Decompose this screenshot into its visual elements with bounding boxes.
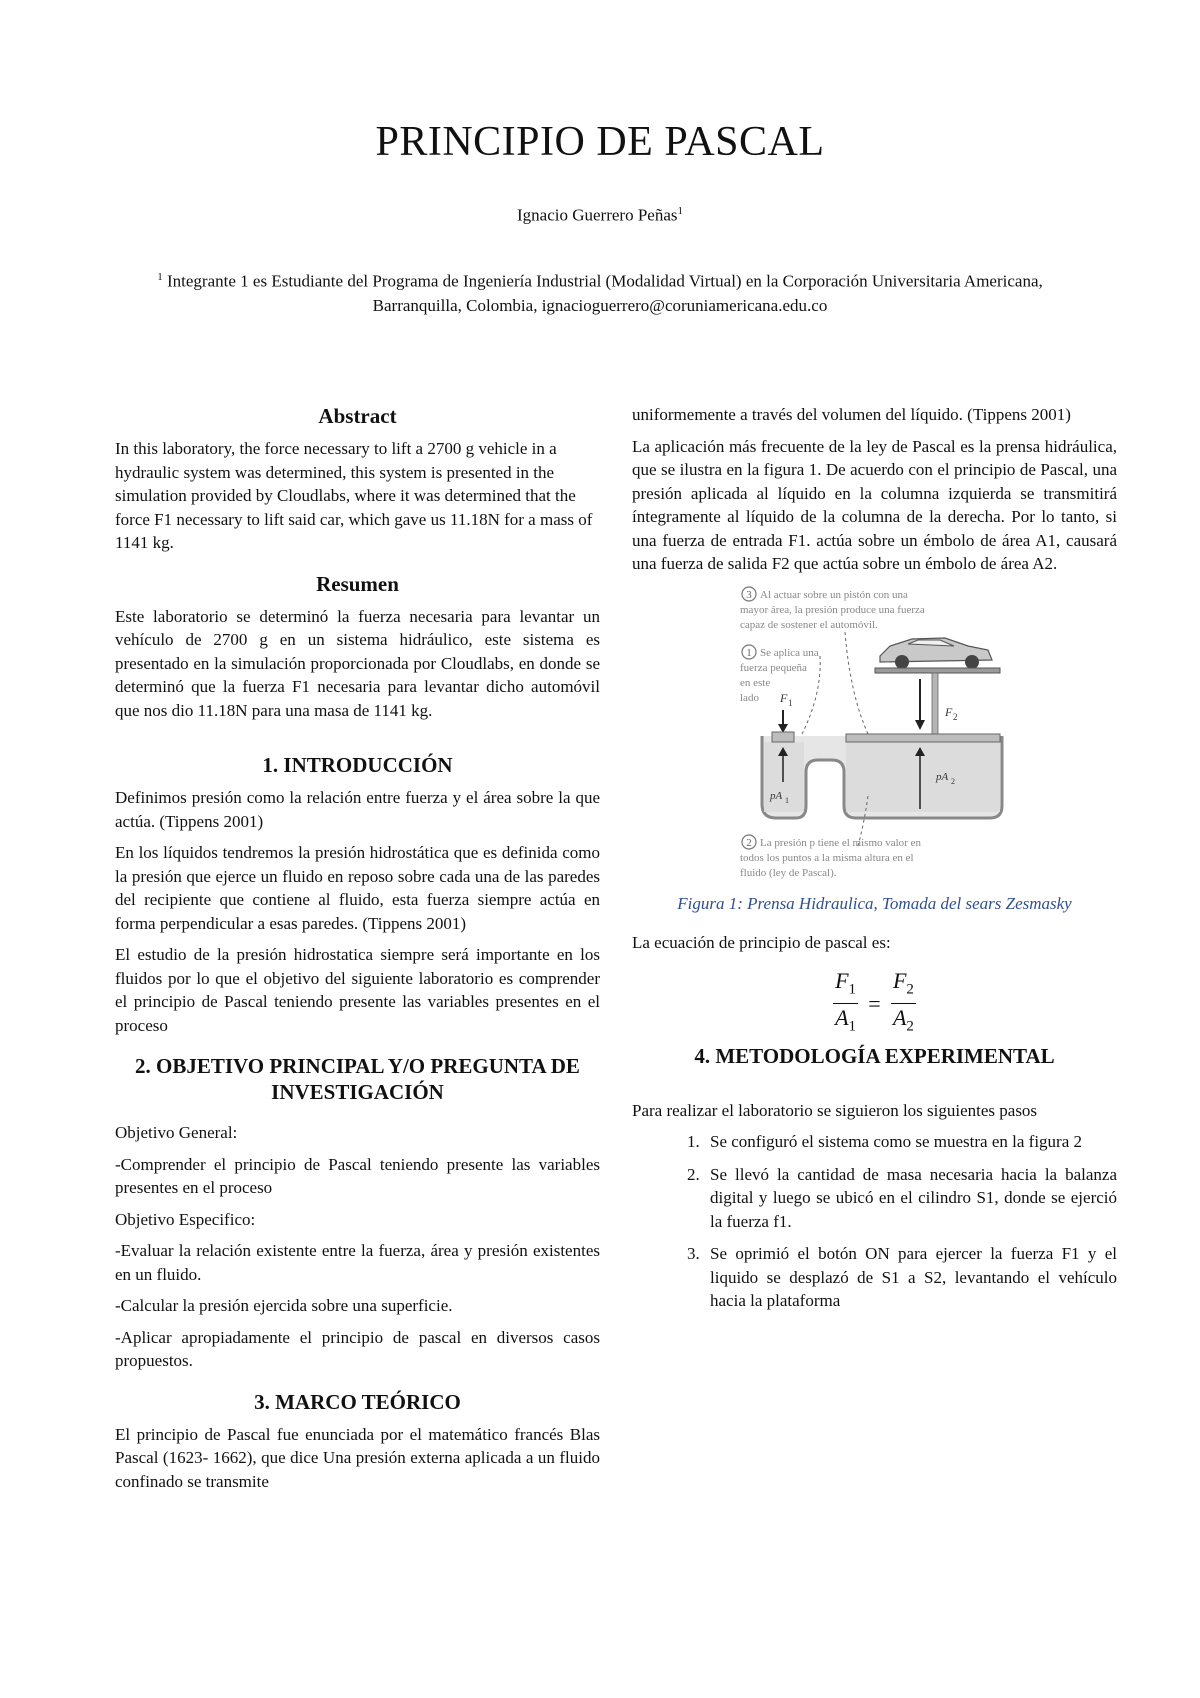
abstract-text: In this laboratory, the force necessary to lift a 2700 g vehicle in a hydraulic system was determined, this system is presented in the simulation provided by Cloudlabs, where it was determined that the force F1 necessary to lift said car, which gave us 11.18N for a mass of 1141 kg. xyxy=(115,439,593,552)
affiliation xyxy=(120,265,1080,318)
note-2-number: 2 xyxy=(745,836,752,849)
note-1-line-4: lado xyxy=(739,691,759,704)
marco-paragraph-1-end: uniformemente a través del volumen del líquido. (Tippens 2001) xyxy=(632,405,1071,424)
metodologia-steps xyxy=(632,1130,1117,1313)
pascal-equation xyxy=(632,969,1117,1039)
label-f2-sub: 2 xyxy=(952,711,957,722)
resumen-text: Este laboratorio se determinó la fuerza necesaria para levantar un vehículo de 2700 g en un sistema hidráulico, este sistema es presentado en la simulación proporcionada por Cloudlabs, en donde se determinó que la fuerza F1 necesaria para levantar dicho automóvil que nos dio 11.18N para una masa de 1141 kg. xyxy=(115,606,600,720)
note-1-number: 1 xyxy=(745,646,752,659)
author-name: Ignacio Guerrero Peñas xyxy=(517,205,678,225)
note-2-line-2: todos los puntos a la misma altura en el xyxy=(739,851,914,864)
intro-paragraph-1: Definimos presión como la relación entre fuerza y el área sobre la que actúa. (Tippens 2001) xyxy=(115,788,600,831)
eq-a1-sub: 1 xyxy=(848,1018,857,1035)
car-platform xyxy=(875,668,1000,673)
intro-paragraph-3: El estudio de la presión hidrostatica siempre será importante en los fluidos por lo que el objetivo del siguiente laboratorio es comprender el principio de Pascal teniendo presente las variables presentes en el proceso xyxy=(115,945,600,1035)
eq-f2-symbol: F xyxy=(892,967,907,993)
small-piston xyxy=(772,732,794,742)
figure-1-caption: Figura 1: Prensa Hidraulica, Tomada del sears Zesmasky xyxy=(677,893,1072,913)
label-pa1: pA xyxy=(769,789,782,802)
objetivo-especifico-label: Objetivo Especifico: xyxy=(115,1209,256,1229)
fraction-f1-a1 xyxy=(833,969,858,1040)
label-f2: F xyxy=(944,704,952,719)
list-item: 1. Se configuró el sistema como se muestra en la figura 2 xyxy=(704,1130,1117,1154)
note-1-line-2: fuerza pequeña xyxy=(739,661,807,674)
note-3-number: 3 xyxy=(745,588,752,601)
note-3-line-3: capaz de sostener el automóvil. xyxy=(739,618,878,631)
list-item: 3. Se oprimió el botón ON para ejercer la fuerza F1 y el liquido se desplazó de S1 a S2, levantando el vehículo hacia la plataforma xyxy=(704,1242,1117,1313)
fraction-f2-a2 xyxy=(891,969,916,1040)
marco-heading: 3. MARCO TEÓRICO xyxy=(254,1389,461,1414)
note-3-line-1: Al actuar sobre un pistón con una xyxy=(759,588,908,601)
equation-intro: La ecuación de principio de pascal es: xyxy=(632,933,891,952)
note-2-line-3: fluido (ley de Pascal). xyxy=(739,866,837,879)
objetivo-especifico-1: -Evaluar la relación existente entre la fuerza, área y presión existentes en un fluido. xyxy=(115,1241,600,1284)
note-3-pointer xyxy=(845,632,868,734)
large-piston xyxy=(846,734,1000,742)
eq-f1-sub: 1 xyxy=(848,980,857,997)
note-2-line-1: La presión p tiene el mismo valor en xyxy=(759,836,921,849)
right-column xyxy=(632,405,1117,1322)
list-item: 2. Se llevó la cantidad de masa necesaria hacia la balanza digital y luego se ubicó en el cilindro S1, donde se ejerció la fuerza f1. xyxy=(704,1163,1117,1234)
label-f1: F xyxy=(779,690,787,705)
objetivo-especifico-3: -Aplicar apropiadamente el principio de pascal en diversos casos propuestos. xyxy=(115,1327,600,1370)
affiliation-text: Integrante 1 es Estudiante del Programa de Ingeniería Industrial (Modalidad Virtual) en la Corporación Universitaria Americana, Barranquilla, Colombia, ignacioguerrero@coruniamericana.edu.co xyxy=(167,271,1043,315)
intro-paragraph-2: En los líquidos tendremos la presión hidrostática que es definida como la presión que ejerce un fluido en reposo sobre cada una de las paredes del recipiente que contiene al fluido, esta fuerza siempre actúa en forma perpendicular a esas paredes. (Tippens 2001) xyxy=(115,843,600,933)
eq-equals-sign: = xyxy=(868,991,881,1017)
hydraulic-press-diagram xyxy=(740,584,1010,884)
objetivo-especifico-2: -Calcular la presión ejercida sobre una superficie. xyxy=(115,1296,453,1315)
label-f1-sub: 1 xyxy=(787,697,792,708)
marco-paragraph-1-start: El principio de Pascal fue enunciada por el matemático francés Blas Pascal (1623- 1662), que dice Una presión externa aplicada a un fluido confinado se transmite xyxy=(115,1424,600,1491)
label-pa1-sub: 1 xyxy=(784,795,789,805)
left-column xyxy=(115,405,600,1493)
resumen-heading: Resumen xyxy=(316,571,399,596)
note-1-line-3: en este xyxy=(739,676,770,689)
affiliation-superscript: 1 xyxy=(157,271,163,283)
objetivo-heading: 2. OBJETIVO PRINCIPAL Y/O PREGUNTA DE INVESTIGACIÓN xyxy=(135,1054,580,1104)
label-pa2: pA xyxy=(935,770,948,783)
paper-title: PRINCIPIO DE PASCAL xyxy=(375,119,825,165)
objetivo-general-label: Objetivo General: xyxy=(115,1123,238,1142)
metodologia-heading: 4. METODOLOGÍA EXPERIMENTAL xyxy=(694,1043,1055,1068)
eq-a2-sub: 2 xyxy=(906,1018,914,1035)
objetivo-general-text: -Comprender el principio de Pascal teniendo presente las variables presentes en el proceso xyxy=(115,1154,600,1197)
metodologia-intro: Para realizar el laboratorio se siguieron los siguientes pasos xyxy=(632,1100,1038,1120)
eq-f1-symbol: F xyxy=(835,967,849,993)
author-superscript: 1 xyxy=(677,205,683,217)
eq-a1-symbol: A xyxy=(835,1005,849,1031)
eq-a2-symbol: A xyxy=(892,1005,907,1031)
car-icon xyxy=(880,638,992,669)
marco-paragraph-2: La aplicación más frecuente de la ley de Pascal es la prensa hidráulica, que se ilustra en la figura 1. De acuerdo con el principio de Pascal, una presión aplicada al líquido en la columna izquierda se transmitirá íntegramente al líquido de la columna de la derecha. Por lo tanto, si una fuerza de entrada F1. actúa sobre un émbolo de área A1, causará una fuerza de salida F2 que actúa sobre un émbolo de área A2. xyxy=(632,436,1117,573)
note-1-line-1: Se aplica una xyxy=(759,646,819,659)
figure-hydraulic-press xyxy=(632,584,1117,916)
large-piston-rod xyxy=(932,673,938,735)
author-line xyxy=(0,205,1200,226)
abstract-heading: Abstract xyxy=(318,404,397,428)
intro-heading: 1. INTRODUCCIÓN xyxy=(262,753,453,777)
note-3-line-2: mayor área, la presión produce una fuerza xyxy=(739,603,925,616)
eq-f2-sub: 2 xyxy=(906,980,914,997)
label-pa2-sub: 2 xyxy=(950,776,955,786)
